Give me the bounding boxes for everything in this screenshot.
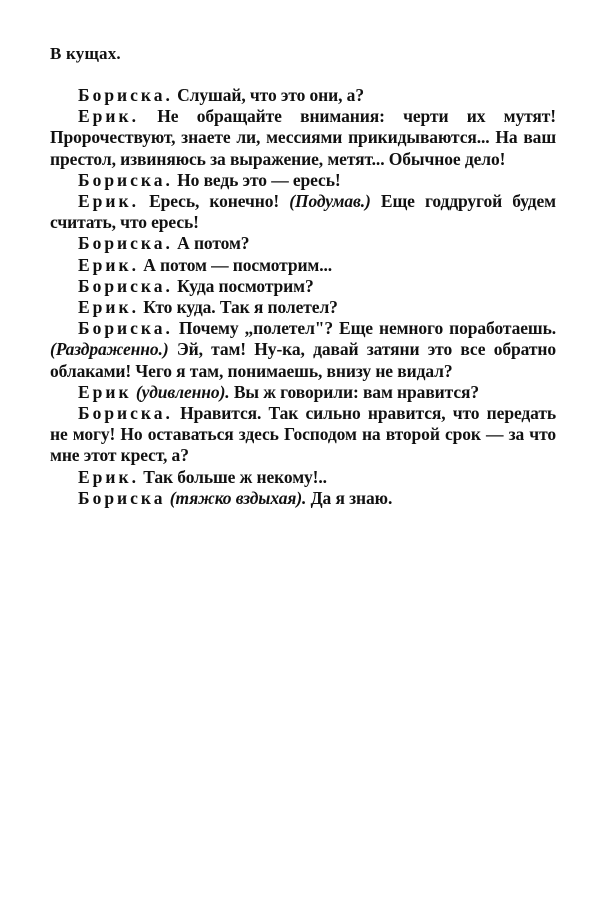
speaker-name: Бориска. <box>78 275 173 296</box>
speaker-name: Ерик. <box>78 297 139 318</box>
dialogue-line <box>50 382 556 403</box>
speaker-name: Бориска. <box>78 403 173 424</box>
dialogue-line <box>50 85 556 106</box>
dialogue-line <box>50 191 556 233</box>
line-text: Ересь, конечно! <box>149 191 280 212</box>
dialogue-line <box>50 106 556 170</box>
dialogue-line <box>50 403 556 467</box>
line-text: Да я знаю. <box>310 487 393 508</box>
speaker-name: Ерик. <box>78 466 139 487</box>
speaker-name: Ерик <box>78 381 132 402</box>
dialogue-line <box>50 488 556 509</box>
line-text: Но ведь это — ересь! <box>177 169 341 190</box>
line-text: Вы ж говорили: вам нравится? <box>233 381 480 402</box>
dialogue <box>50 85 556 509</box>
line-text: Почему „полетел"? Еще немного поработаешь. <box>178 318 556 339</box>
line-text: Так больше ж некому!.. <box>143 466 327 487</box>
dialogue-line <box>50 276 556 297</box>
speaker-name: Бориска. <box>78 85 173 105</box>
speaker-name: Ерик. <box>78 191 139 212</box>
line-text: Нравится. Так сильно нравится, что передать не могу! Но оставаться здесь Господом на второй срок — за что мне этот крест, а? <box>50 403 556 466</box>
document-page <box>50 44 556 509</box>
stage-direction: (Раздраженно.) <box>50 339 169 360</box>
speaker-name: Бориска. <box>78 318 173 339</box>
dialogue-line <box>50 255 556 276</box>
speaker-name: Бориска <box>78 487 166 508</box>
line-text: Слушай, что это они, а? <box>177 85 364 105</box>
line-text: Эй, там! Ну-ка, давай затяни это все обратно облаками! Чего я там, понимаешь, внизу не видал? <box>50 339 556 381</box>
stage-direction: (удивленно). <box>135 381 230 402</box>
line-text: Куда посмотрим? <box>177 275 314 296</box>
line-text: А потом? <box>177 233 250 254</box>
line-text: Кто куда. Так я полетел? <box>143 297 338 318</box>
stage-direction: (тяжко вздыхая). <box>169 487 307 508</box>
dialogue-line <box>50 233 556 254</box>
line-text: А потом — посмотрим... <box>143 254 333 275</box>
speaker-name: Ерик. <box>78 254 139 275</box>
line-text: Еще годдругой будем считать, что ересь! <box>50 191 556 233</box>
scene-heading: В кущах. <box>50 44 121 63</box>
dialogue-line <box>50 467 556 488</box>
dialogue-line <box>50 297 556 318</box>
dialogue-line <box>50 318 556 382</box>
line-text: Не обращайте внимания: черти их мутят! Пророчествуют, знаете ли, мессиями прикидываются... На ваш престол, извиняюсь за выражение, метят... Обычное дело! <box>50 106 556 169</box>
speaker-name: Ерик. <box>78 106 139 127</box>
speaker-name: Бориска. <box>78 169 173 190</box>
stage-direction: (Подумав.) <box>289 191 371 212</box>
dialogue-line <box>50 170 556 191</box>
speaker-name: Бориска. <box>78 233 173 254</box>
